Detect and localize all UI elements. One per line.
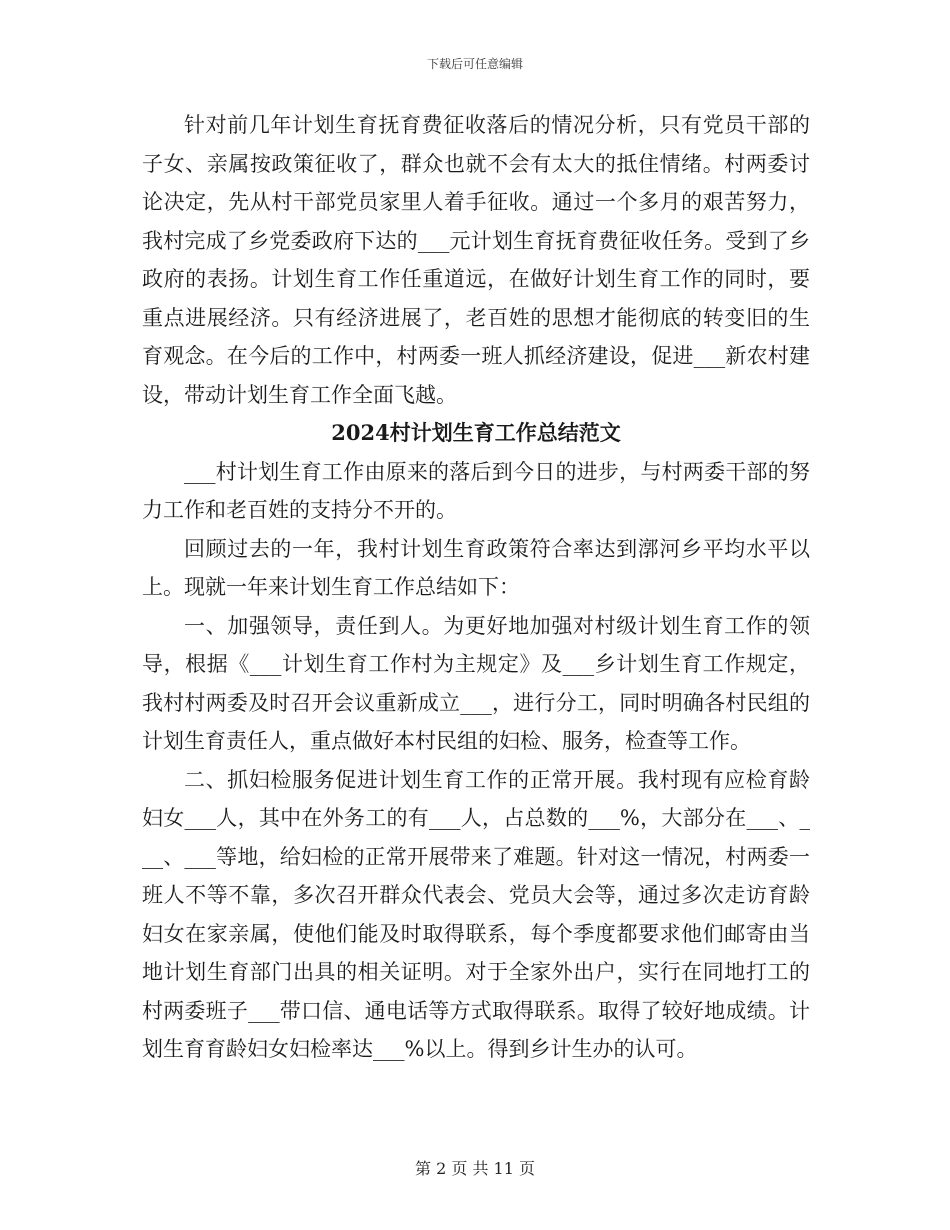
section-title: 2024村计划生育工作总结范文 [331, 420, 621, 445]
document-body [142, 106, 810, 1069]
paragraph: 一、加强领导，责任到人。为更好地加强对村级计划生育工作的领导，根据《___计划生育工作村为主规定》及___乡计划生育工作规定，我村村两委及时召开会议重新成立___，进行分工，同时明确各村民组的计划生育责任人，重点做好本村民组的妇检、服务，检查等工作。 [142, 613, 810, 753]
paragraph: ___村计划生育工作由原来的落后到今日的进步，与村两委干部的努力工作和老百姓的支持分不开的。 [142, 459, 810, 522]
paragraph: 二、抓妇检服务促进计划生育工作的正常开展。我村现有应检育龄妇女___人，其中在外务工的有___人，占总数的___%，大部分在___、___、___等地，给妇检的正常开展带来了难题。针对这一情况，村两委一班人不等不靠，多次召开群众代表会、党员大会等，通过多次走访育龄妇女在家亲属，使他们能及时取得联系，每个季度都要求他们邮寄由当地计划生育部门出具的相关证明。对于全家外出户，实行在同地打工的村两委班子___带口信、通电话等方式取得联系。取得了较好地成绩。计划生育育龄妇女妇检率达___%以上。得到乡计生办的认可。 [142, 767, 810, 1061]
paragraph: 针对前几年计划生育抚育费征收落后的情况分析，只有党员干部的子女、亲属按政策征收了，群众也就不会有太大的抵住情绪。村两委讨论决定，先从村干部党员家里人着手征收。通过一个多月的艰苦努力，我村完成了乡党委政府下达的___元计划生育抚育费征收任务。受到了乡政府的表扬。计划生育工作任重道远，在做好计划生育工作的同时，要重点进展经济。只有经济进展了，老百姓的思想才能彻底的转变旧的生育观念。在今后的工作中，村两委一班人抓经济建设，促进___新农村建设，带动计划生育工作全面飞越。 [142, 113, 810, 407]
page-number: 第 2 页 共 11 页 [415, 1159, 535, 1178]
paragraph: 回顾过去的一年，我村计划生育政策符合率达到漷河乡平均水平以上。现就一年来计划生育工作总结如下： [142, 536, 810, 599]
page-header: 下载后可任意编辑 [426, 57, 523, 71]
